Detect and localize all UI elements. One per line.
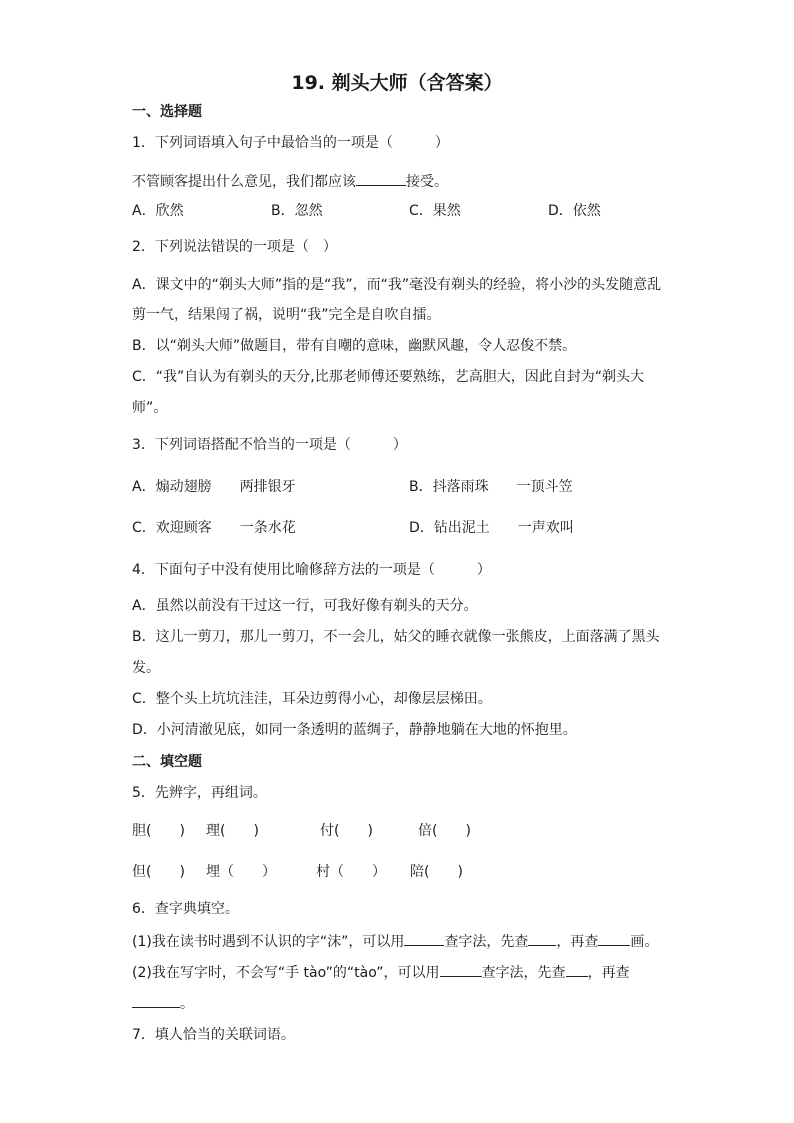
question-3-option-c: C．欢迎顾客 一条水花 — [132, 520, 296, 536]
question-3-stem: 3．下列词语搭配不恰当的一项是（ ） — [132, 437, 407, 453]
answer-blank — [528, 930, 556, 946]
q5-row2-item3: 村（ ） — [316, 864, 386, 880]
q6-line1-text4: 画。 — [630, 934, 659, 950]
question-2-option-b: B．以“剃头大师”做题目，带有自嘲的意味，幽默风趣，令人忍俊不禁。 — [132, 338, 577, 354]
question-2-option-c-line1: C．“我”自认为有剃头的天分,比那老师傅还要熟练，艺高胆大，因此自封为“剃头大 — [132, 369, 644, 385]
q6-line1-text2: 查字法，先查 — [444, 934, 529, 950]
section-heading-fill: 二、填空题 — [132, 754, 202, 770]
answer-blank — [566, 961, 588, 977]
question-4-option-c: C．整个头上坑坑洼洼，耳朵边剪得小心，却像层层梯田。 — [132, 691, 492, 707]
q6-line3-text: 。 — [180, 996, 194, 1012]
question-3-option-b: B．抖落雨珠 一顶斗笠 — [409, 479, 573, 495]
answer-blank — [598, 930, 630, 946]
question-6-line3 — [132, 992, 194, 1014]
question-1-sentence — [132, 170, 448, 192]
answer-blank — [404, 930, 444, 946]
question-4-option-d: D．小河清澈见底，如同一条透明的蓝绸子，静静地躺在大地的怀抱里。 — [132, 722, 577, 738]
question-4-option-a: A．虽然以前没有干过这一行，可我好像有剃头的天分。 — [132, 598, 478, 614]
question-4-option-b-line2: 发。 — [132, 660, 160, 676]
question-3-option-d: D．钻出泥土 一声欢叫 — [409, 520, 574, 536]
question-1-stem: 1．下列词语填入句子中最恰当的一项是（ ） — [132, 135, 449, 151]
question-6-line2 — [132, 961, 630, 983]
question-2-option-a-line2: 剪一气，结果闯了祸，说明“我”完全是自吹自擂。 — [132, 307, 441, 323]
q5-row1-item1: 胆( ) — [132, 823, 185, 839]
q5-row2-item4: 陪( ) — [410, 864, 463, 880]
question-6-line1 — [132, 930, 658, 952]
option-b: B．忽然 — [271, 203, 323, 219]
section-heading-choice: 一、选择题 — [132, 104, 202, 120]
sentence-text-before: 不管顾客提出什么意见，我们都应该 — [132, 174, 356, 190]
q6-line2-text2: 查字法，先查 — [481, 965, 566, 981]
option-d: D．依然 — [548, 203, 601, 219]
question-5-stem: 5．先辨字，再组词。 — [132, 785, 267, 801]
question-3-option-a: A．煽动翅膀 两排银牙 — [132, 479, 296, 495]
question-6-stem: 6．查字典填空。 — [132, 901, 239, 917]
q6-line1-text3: ，再查 — [556, 934, 599, 950]
answer-blank — [132, 992, 180, 1008]
sentence-text-after: 接受。 — [406, 174, 448, 190]
question-2-option-c-line2: 师”。 — [132, 400, 168, 416]
answer-blank — [440, 961, 482, 977]
q6-line2-text3: ，再查 — [587, 965, 630, 981]
q6-line2-text1: (2)我在写字时，不会写“手 tào”的“tào”，可以用 — [132, 965, 440, 981]
question-7-stem: 7．填人恰当的关联词语。 — [132, 1027, 295, 1043]
q5-row1-item2: 理( ) — [206, 823, 259, 839]
q6-line1-text1: (1)我在读书时遇到不认识的字“沫”，可以用 — [132, 934, 405, 950]
question-4-option-b-line1: B．这儿一剪刀，那儿一剪刀，不一会儿，姑父的睡衣就像一张熊皮，上面落满了黑头 — [132, 629, 660, 645]
q5-row1-item4: 倍( ) — [418, 823, 471, 839]
question-2-option-a-line1: A．课文中的“剃头大师”指的是“我”，而“我”毫没有剃头的经验，将小沙的头发随意乱 — [132, 277, 662, 293]
q5-row2-item1: 但( ) — [132, 864, 185, 880]
question-4-stem: 4．下面句子中没有使用比喻修辞方法的一项是（ ） — [132, 562, 491, 578]
q5-row2-item2: 埋（ ） — [206, 864, 276, 880]
page-title: 19. 剃头大师（含答案） — [291, 72, 503, 94]
option-c: C．果然 — [409, 203, 461, 219]
answer-blank — [356, 170, 406, 186]
q5-row1-item3: 付( ) — [320, 823, 373, 839]
question-2-stem: 2．下列说法错误的一项是（ ） — [132, 239, 337, 255]
option-a: A．欣然 — [132, 203, 184, 219]
